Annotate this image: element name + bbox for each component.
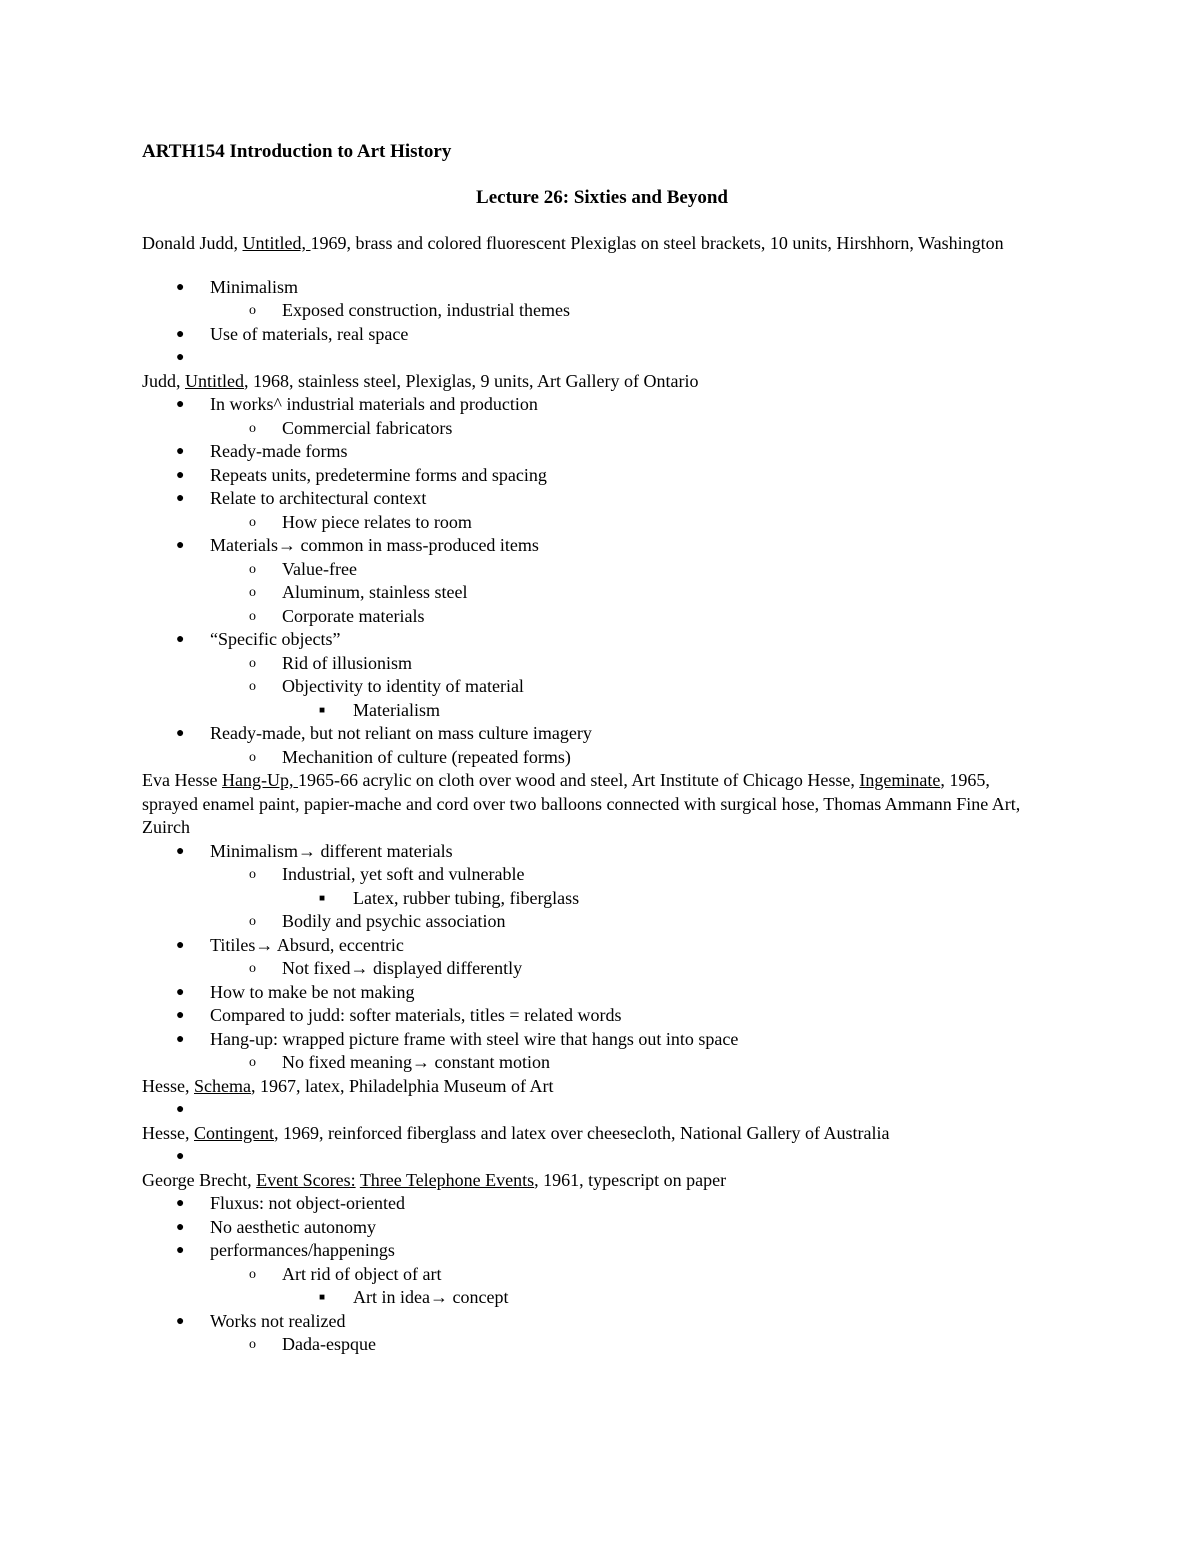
list-item-empty [142,1145,1042,1169]
disc-bullet-icon: ● [176,1243,185,1258]
disc-bullet-icon: ● [176,1149,185,1164]
list-item: ● Ready-made, but not reliant on mass culture imagery [142,722,1042,746]
list-item: ● Titiles→ Absurd, eccentric [142,934,1042,958]
disc-bullet-icon: ● [176,1219,185,1235]
circle-bullet-icon: o [249,303,256,318]
artwork-title: Event Scores: [256,1169,356,1190]
artwork-heading-judd-1968: Judd, Untitled, 1968, stainless steel, Plexiglas, 9 units, Art Gallery of Ontario [142,370,699,391]
artwork-title: Hang-Up, [221,770,298,790]
disc-bullet-icon: ● [176,538,185,553]
list-item: o Art rid of object of art [142,1263,1042,1287]
list-item: ● Minimalism [142,276,1042,300]
list-item: ● “Specific objects” [142,628,1042,652]
circle-bullet-icon: o [249,585,256,600]
artwork-heading-judd-1969: Donald Judd, Untitled, 1969, brass and colored fluorescent Plexiglas on steel brackets, 10 units, Hirshhorn, Washington [142,233,1004,253]
disc-bullet-icon: ● [176,1102,185,1117]
list-item: o Corporate materials [142,605,1042,629]
circle-bullet-icon: o [249,608,256,624]
artwork-title: Untitled, [242,233,311,253]
artwork-heading-hesse-schema: Hesse, Schema, 1967, latex, Philadelphia Museum of Art [142,1075,554,1096]
disc-bullet-icon: ● [176,1008,185,1023]
list-item: o How piece relates to room [142,511,1042,535]
disc-bullet-icon: ● [176,279,185,295]
artwork-title: Schema [194,1075,251,1096]
list-item: o Objectivity to identity of material [142,675,1042,699]
circle-bullet-icon: o [249,420,256,436]
list-item: o No fixed meaning→ constant motion [142,1051,1042,1075]
disc-bullet-icon: ● [176,350,185,365]
disc-bullet-icon: ● [176,632,185,647]
list-item: ■ Art in idea→ concept [142,1286,1042,1310]
disc-bullet-icon: ● [176,1313,185,1329]
notes-body [142,232,1042,1357]
square-bullet-icon: ■ [319,704,326,716]
list-item-empty [142,1098,1042,1122]
disc-bullet-icon: ● [176,444,185,459]
artwork-title: Untitled [185,370,245,391]
list-item: ● Use of materials, real space [142,323,1042,347]
artwork-title: Three Telephone Events [359,1169,535,1190]
circle-bullet-icon: o [249,561,256,577]
disc-bullet-icon: ● [176,1031,185,1047]
list-item: o Value-free [142,558,1042,582]
list-item: ● Repeats units, predetermine forms and spacing [142,464,1042,488]
artwork-heading-hesse-hang-up: Eva Hesse Hang-Up, 1965-66 acrylic on cloth over wood and steel, Art Institute of Chicago Hesse, Ingeminate, 1965, sprayed enamel paint, papier-mache and cord over two balloons connected with surgical hose, Thomas Ammann Fine Art, Zuirch [142,770,1021,837]
circle-bullet-icon: o [249,867,256,882]
artwork-title: Contingent [194,1122,274,1143]
list-item: ● No aesthetic autonomy [142,1216,1042,1240]
list-item: ● Hang-up: wrapped picture frame with steel wire that hangs out into space [142,1028,1042,1052]
list-item: ● Ready-made forms [142,440,1042,464]
list-item: o Industrial, yet soft and vulnerable [142,863,1042,887]
square-bullet-icon: ■ [319,892,326,904]
circle-bullet-icon: o [249,749,256,765]
list-item: o Bodily and psychic association [142,910,1042,934]
list-item: ● In works^ industrial materials and production [142,393,1042,417]
disc-bullet-icon: ● [176,984,185,1000]
list-item: o Not fixed→ displayed differently [142,957,1042,981]
list-item-empty [142,346,1042,370]
circle-bullet-icon: o [249,655,256,671]
list-item: ● How to make be not making [142,981,1042,1005]
circle-bullet-icon: o [249,514,256,530]
disc-bullet-icon: ● [176,326,185,342]
circle-bullet-icon: o [249,679,256,694]
disc-bullet-icon: ● [176,843,185,859]
list-item: ■ Materialism [142,699,1042,723]
list-item: ● performances/happenings [142,1239,1042,1263]
disc-bullet-icon: ● [176,726,185,741]
disc-bullet-icon: ● [176,1196,185,1211]
list-item: ● Relate to architectural context [142,487,1042,511]
artwork-heading-hesse-contingent: Hesse, Contingent, 1969, reinforced fiberglass and latex over cheesecloth, National Gallery of Australia [142,1122,890,1143]
artwork-heading-brecht: George Brecht, Event Scores: Three Telephone Events, 1961, typescript on paper [142,1169,727,1190]
list-item: ● Minimalism→ different materials [142,840,1042,864]
list-item: ● Fluxus: not object-oriented [142,1192,1042,1216]
list-item: ● Materials→ common in mass-produced items [142,534,1042,558]
circle-bullet-icon: o [249,1055,256,1070]
circle-bullet-icon: o [249,961,256,976]
lecture-title: Lecture 26: Sixties and Beyond [476,187,728,208]
circle-bullet-icon: o [249,1337,256,1352]
disc-bullet-icon: ● [176,937,185,953]
list-item: o Dada-espque [142,1333,1042,1357]
list-item: ● Works not realized [142,1310,1042,1334]
circle-bullet-icon: o [249,914,256,929]
list-item: o Exposed construction, industrial themes [142,299,1042,323]
list-item: o Rid of illusionism [142,652,1042,676]
course-title: ARTH154 Introduction to Art History [142,141,452,162]
disc-bullet-icon: ● [176,467,185,483]
list-item: ● Compared to judd: softer materials, titles = related words [142,1004,1042,1028]
square-bullet-icon: ■ [319,1292,326,1303]
artwork-title: Ingeminate [859,770,941,790]
circle-bullet-icon: o [249,1266,256,1282]
list-item: o Commercial fabricators [142,417,1042,441]
list-item: o Mechanition of culture (repeated forms) [142,746,1042,770]
disc-bullet-icon: ● [176,491,185,506]
list-item: o Aluminum, stainless steel [142,581,1042,605]
list-item: ■ Latex, rubber tubing, fiberglass [142,887,1042,911]
disc-bullet-icon: ● [176,397,185,412]
